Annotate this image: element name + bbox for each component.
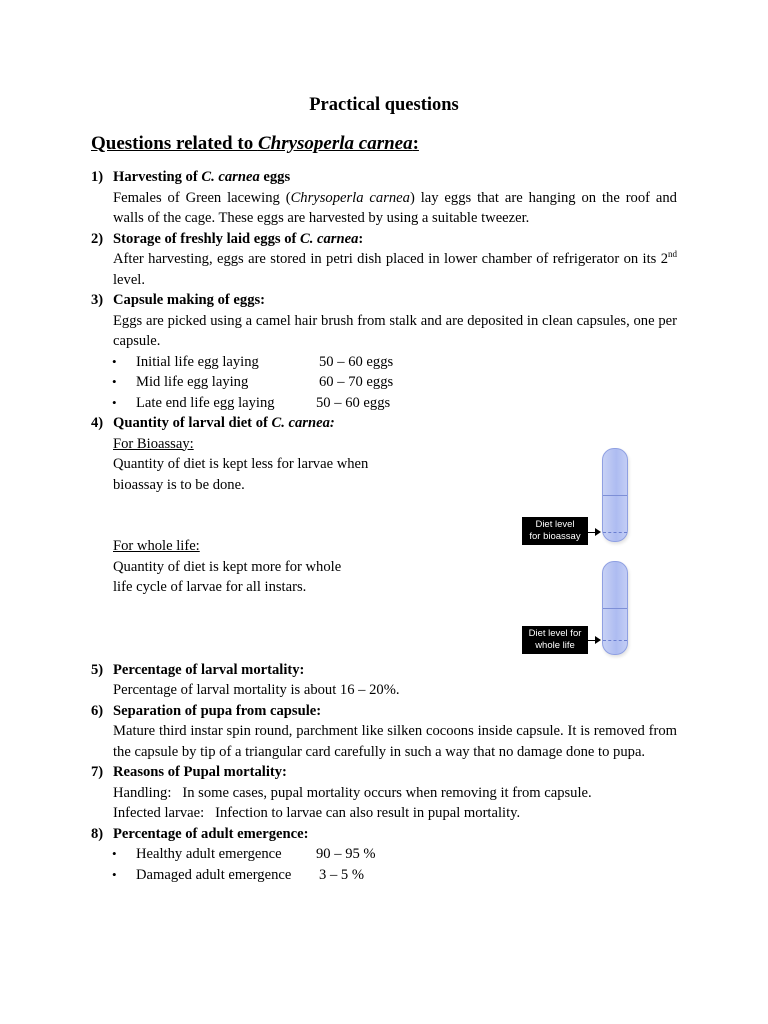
whole-life-text: Quantity of diet is kept more for whole life cycle of larvae for all instars. xyxy=(113,558,342,595)
question-7-heading-text: Reasons of Pupal mortality: xyxy=(113,764,287,780)
question-2-heading xyxy=(91,229,677,250)
question-7-answer xyxy=(91,783,677,824)
bioassay-label-line-2: for bioassay xyxy=(529,531,581,542)
question-1-heading xyxy=(91,167,677,188)
q1-text-species: Chrysoperla carnea xyxy=(290,189,410,206)
bioassay-subheading: For Bioassay: xyxy=(113,435,194,452)
question-2-heading-text: Storage of freshly laid eggs of xyxy=(113,230,300,247)
whole-life-label-line-1: Diet level for xyxy=(528,628,582,639)
whole-life-capsule xyxy=(602,561,628,655)
question-3-answer: Eggs are picked using a camel hair brush from stalk and are deposited in clean capsules, one per capsule. xyxy=(113,312,677,349)
diet-level-figure xyxy=(520,448,640,658)
bullet-icon: • xyxy=(112,846,117,861)
question-4-heading-text: Quantity of larval diet of xyxy=(113,415,272,431)
list-item xyxy=(112,844,677,865)
bioassay-label-line-1: Diet level xyxy=(535,519,575,530)
question-3-heading-text: Capsule making of eggs: xyxy=(113,292,266,308)
handling-text: In some cases, pupal mortality occurs when removing it from capsule. xyxy=(182,784,592,801)
question-2-heading-species: C. carnea xyxy=(300,230,359,247)
q1-text-a: Females of Green lacewing ( xyxy=(113,189,291,206)
question-8 xyxy=(91,824,677,886)
question-7-number: 7) xyxy=(91,764,104,780)
question-3-number: 3) xyxy=(91,292,104,308)
list-item-value: 50 – 60 eggs xyxy=(319,353,394,370)
section-heading xyxy=(91,131,419,157)
infected-larvae-text: Infection to larvae can also result in pupal mortality. xyxy=(215,805,521,821)
question-1-heading-species: C. carnea xyxy=(201,169,260,185)
question-4-heading xyxy=(91,413,677,434)
list-item-value: 50 – 60 eggs xyxy=(316,394,391,411)
list-item-label: Late end life egg laying xyxy=(136,394,275,411)
section-heading-species: Chrysoperla carnea xyxy=(257,133,413,154)
capsule-seam xyxy=(603,608,627,609)
section-heading-prefix: Questions related to xyxy=(91,133,258,154)
infected-larvae-line xyxy=(113,803,677,824)
list-item xyxy=(112,393,677,414)
list-item-value: 3 – 5 % xyxy=(319,866,364,883)
question-6-number: 6) xyxy=(91,702,104,719)
question-8-heading-text: Percentage of adult emergence: xyxy=(113,825,309,842)
question-1-heading-text: Harvesting of xyxy=(113,169,202,185)
question-3-heading xyxy=(91,290,677,311)
whole-life-diet-level-line xyxy=(603,640,627,641)
q2-text-b: level. xyxy=(113,271,146,288)
handling-line xyxy=(113,783,677,804)
bullet-icon: • xyxy=(112,394,117,410)
question-2 xyxy=(91,229,677,291)
question-4-number: 4) xyxy=(91,415,104,431)
question-6-heading xyxy=(91,701,677,722)
question-1 xyxy=(91,167,677,229)
bullet-icon: • xyxy=(112,866,117,882)
question-5-answer: Percentage of larval mortality is about 16 – 20%. xyxy=(113,682,400,698)
page-title: Practical questions xyxy=(309,95,459,115)
question-2-number: 2) xyxy=(91,230,104,247)
list-item xyxy=(112,372,677,393)
question-1-answer xyxy=(91,188,677,229)
whole-life-diet-label xyxy=(522,626,588,654)
handling-label: Handling: xyxy=(113,784,172,801)
question-8-number: 8) xyxy=(91,825,104,842)
question-5-heading xyxy=(91,660,677,681)
whole-life-arrowhead-icon xyxy=(595,636,601,644)
section-heading-suffix: : xyxy=(412,133,419,154)
bioassay-text: Quantity of diet is kept less for larvae when bioassay is to be done. xyxy=(113,456,369,493)
question-5 xyxy=(91,660,677,701)
bioassay-arrowhead-icon xyxy=(595,528,601,536)
q2-text-superscript: nd xyxy=(668,249,677,260)
list-item-label: Initial life egg laying xyxy=(136,353,259,370)
question-7-heading xyxy=(91,762,677,783)
list-item-label: Damaged adult emergence xyxy=(136,866,292,883)
question-1-number: 1) xyxy=(91,169,104,185)
bioassay-diet-level-line xyxy=(603,532,627,533)
question-6-answer: Mature third instar spin round, parchment like silken cocoons inside capsule. It is removed from the capsule by tip of a triangular card carefully in such a way that no damage done to pupa. xyxy=(113,723,677,760)
bullet-icon: • xyxy=(112,374,117,389)
question-4-heading-species: C. carnea: xyxy=(271,415,335,431)
question-6 xyxy=(91,701,677,763)
infected-larvae-label: Infected larvae: xyxy=(113,805,205,821)
question-8-heading xyxy=(91,824,677,845)
list-item-value: 90 – 95 % xyxy=(316,846,376,862)
adult-emergence-list xyxy=(91,844,677,885)
egg-laying-list xyxy=(91,352,677,414)
q1-text-b: ) lay eggs that are hanging on the roof and walls of the cage. These eggs are harvested by using a suitable tweezer. xyxy=(113,189,677,226)
list-item-label: Healthy adult emergence xyxy=(136,846,282,862)
list-item xyxy=(112,865,677,886)
list-item-value: 60 – 70 eggs xyxy=(319,374,394,390)
question-2-answer xyxy=(91,249,677,290)
whole-life-label-line-2: whole life xyxy=(535,640,575,651)
bullet-icon: • xyxy=(112,353,117,369)
question-6-heading-text: Separation of pupa from capsule: xyxy=(113,702,322,719)
bioassay-capsule xyxy=(602,448,628,542)
question-3 xyxy=(91,290,677,413)
bioassay-diet-label xyxy=(522,517,588,545)
list-item-label: Mid life egg laying xyxy=(136,374,249,390)
question-5-number: 5) xyxy=(91,661,104,678)
whole-life-subheading: For whole life: xyxy=(113,538,200,554)
question-2-heading-suffix: : xyxy=(358,230,364,247)
list-item xyxy=(112,352,677,373)
question-7 xyxy=(91,762,677,824)
capsule-seam xyxy=(603,495,627,496)
question-1-heading-suffix: eggs xyxy=(259,169,291,185)
question-5-heading-text: Percentage of larval mortality: xyxy=(113,661,305,678)
q2-text-a: After harvesting, eggs are stored in petri dish placed in lower chamber of refrigerator on its 2 xyxy=(113,251,668,267)
